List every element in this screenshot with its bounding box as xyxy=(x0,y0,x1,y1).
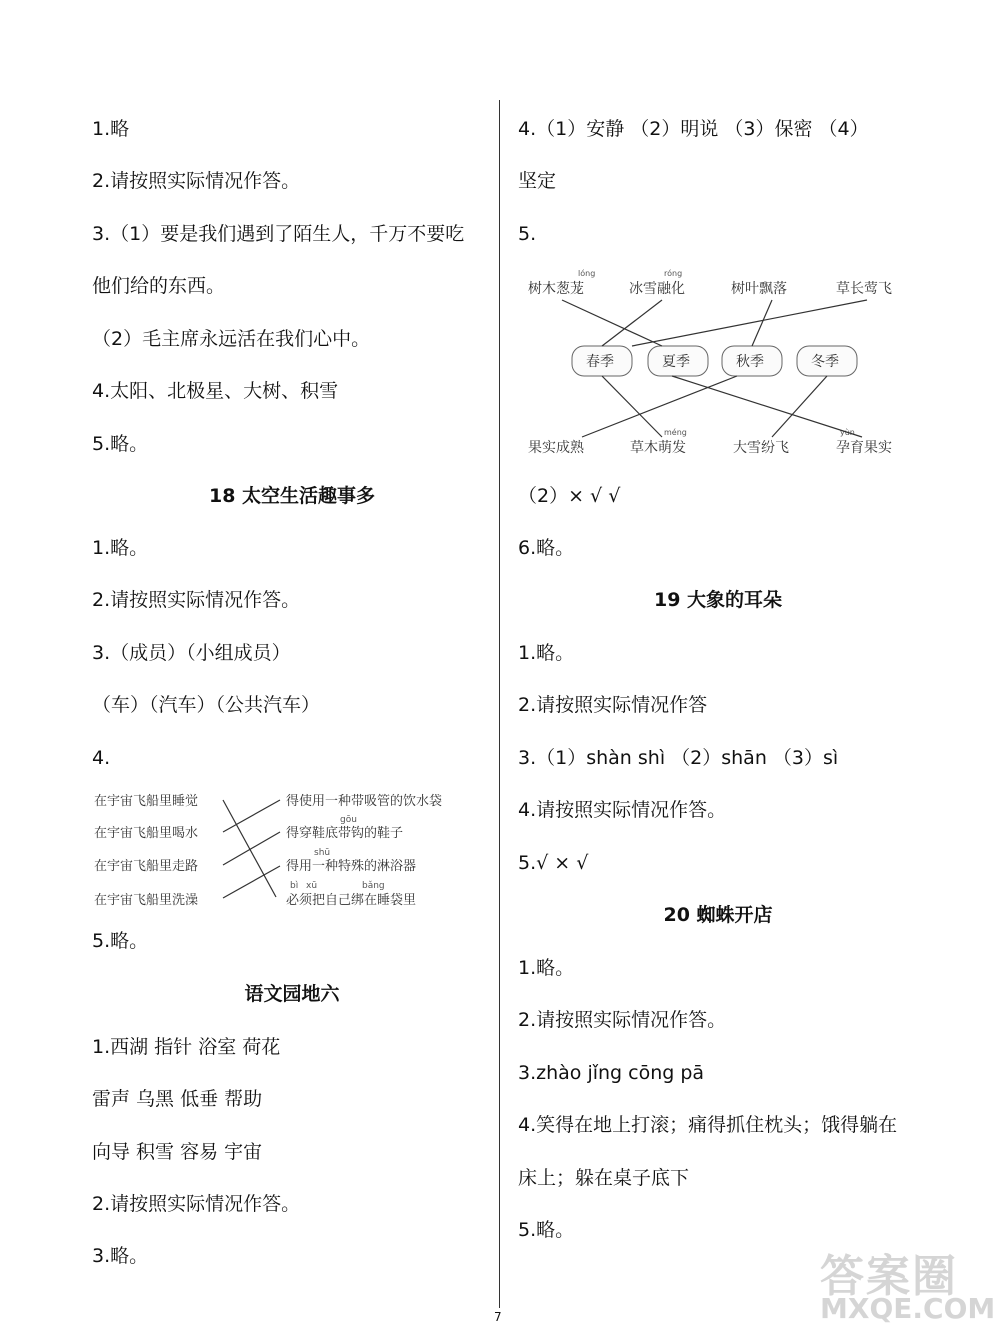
yw6-answer-1a: 1.西湖 指针 浴室 荷花 xyxy=(92,1036,281,1058)
yw6-answer-1b: 雷声 乌黑 低垂 帮助 xyxy=(92,1088,263,1110)
answer-20-2: 2.请按照实际情况作答。 xyxy=(518,1009,727,1031)
season-label-winter: 冬季 xyxy=(811,354,839,370)
answer-19-1: 1.略。 xyxy=(518,642,575,664)
season-label-autumn: 秋季 xyxy=(736,354,764,370)
answer-17-3a: 3.（1）要是我们遇到了陌生人，千万不要吃 xyxy=(92,223,465,245)
answer-17r-5b: （2）× √ √ xyxy=(518,485,621,507)
answer-20-1: 1.略。 xyxy=(518,957,575,979)
season-line-6 xyxy=(602,376,662,437)
season-bottom-4: 孕育果实 xyxy=(836,440,892,456)
match18-left-4: 在宇宙飞船里洗澡 xyxy=(94,893,199,908)
answer-19-3: 3.（1）shàn shì （2）shān （3）sì xyxy=(518,747,839,769)
match18-line-3 xyxy=(223,832,280,865)
season-top-1: 树木葱茏 xyxy=(528,281,584,297)
answer-18-4: 4. xyxy=(92,747,111,769)
yw6-answer-3: 3.略。 xyxy=(92,1245,149,1267)
match18-pinyin-bi: bì xyxy=(290,881,299,891)
lesson-18-heading: 18 太空生活趣事多 xyxy=(208,485,376,507)
lesson-19-heading: 19 大象的耳朵 xyxy=(653,589,783,611)
yw6-answer-2: 2.请按照实际情况作答。 xyxy=(92,1193,301,1215)
watermark-title: 答案圈 xyxy=(820,1251,958,1302)
match18-right-1: 得使用一种带吸管的饮水袋 xyxy=(286,794,443,809)
season-pinyin-meng: méng xyxy=(664,428,687,437)
season-line-4 xyxy=(632,300,867,346)
matching-diagram-18 xyxy=(90,780,490,915)
watermark-logo xyxy=(810,1240,996,1330)
answer-20-3: 3.zhào jǐng cōng pā xyxy=(518,1062,705,1084)
lesson-20-heading: 20 蜘蛛开店 xyxy=(663,904,773,926)
match18-line-4 xyxy=(223,866,280,898)
season-pinyin-yun: yùn xyxy=(840,428,855,437)
match18-pinyin-xu: xū xyxy=(306,881,318,891)
answer-18-5: 5.略。 xyxy=(92,930,149,952)
answer-18-3a: 3.（成员）（小组成员） xyxy=(92,642,291,664)
answer-19-4: 4.请按照实际情况作答。 xyxy=(518,799,727,821)
match18-left-3: 在宇宙飞船里走路 xyxy=(94,859,199,874)
season-top-4: 草长莺飞 xyxy=(836,281,892,297)
watermark-url: MXQE.COM xyxy=(820,1292,996,1325)
answer-17-5: 5.略。 xyxy=(92,433,149,455)
match18-right-3: 得用一种特殊的淋浴器 xyxy=(286,859,417,874)
answer-17-4: 4.太阳、北极星、大树、积雪 xyxy=(92,380,339,402)
answer-19-5: 5.√ × √ xyxy=(518,852,589,874)
answer-17-3b: 他们给的东西。 xyxy=(92,275,226,297)
answer-17r-5: 5. xyxy=(518,223,537,245)
answer-17-1: 1.略 xyxy=(92,118,130,140)
yw6-answer-1c: 向导 积雪 容易 宇宙 xyxy=(92,1141,263,1163)
match18-pinyin-gou: gōu xyxy=(340,815,357,825)
season-line-5 xyxy=(582,376,737,437)
season-label-summer: 夏季 xyxy=(662,354,690,370)
season-bottom-2: 草木萌发 xyxy=(630,440,686,456)
season-pinyin-long: lóng xyxy=(578,269,596,278)
match18-left-1: 在宇宙飞船里睡觉 xyxy=(94,794,199,809)
season-line-3 xyxy=(752,300,772,346)
season-pinyin-rong: róng xyxy=(664,269,683,278)
answer-17-3c: （2）毛主席永远活在我们心中。 xyxy=(92,328,371,350)
season-top-3: 树叶飘落 xyxy=(731,281,787,297)
season-top-2: 冰雪融化 xyxy=(629,281,685,297)
answer-17r-6: 6.略。 xyxy=(518,537,575,559)
answer-18-2: 2.请按照实际情况作答。 xyxy=(92,589,301,611)
match18-right-2: 得穿鞋底带钩的鞋子 xyxy=(286,826,404,841)
page-number: 7 xyxy=(494,1310,502,1324)
answer-19-2: 2.请按照实际情况作答 xyxy=(518,694,708,716)
season-bottom-1: 果实成熟 xyxy=(528,440,584,456)
answer-18-1: 1.略。 xyxy=(92,537,149,559)
seasons-matching-diagram xyxy=(522,262,912,462)
match18-right-4: 必须把自己绑在睡袋里 xyxy=(286,893,417,908)
yuwen-yuandi-6-heading: 语文园地六 xyxy=(244,983,340,1005)
season-line-1 xyxy=(562,300,662,346)
answer-17r-4b: 坚定 xyxy=(518,170,557,192)
season-line-7 xyxy=(772,376,827,437)
season-bottom-3: 大雪纷飞 xyxy=(733,440,789,456)
answer-17r-4a: 4.（1）安静 （2）明说 （3）保密 （4） xyxy=(518,118,869,140)
match18-pinyin-shu: shū xyxy=(314,848,331,858)
answer-20-4a: 4.笑得在地上打滚；痛得抓住枕头；饿得躺在 xyxy=(518,1114,898,1136)
answer-20-5: 5.略。 xyxy=(518,1219,575,1241)
answer-17-2: 2.请按照实际情况作答。 xyxy=(92,170,301,192)
answer-18-3b: （车）（汽车）（公共汽车） xyxy=(92,694,321,716)
season-label-spring: 春季 xyxy=(586,354,614,370)
answer-20-4b: 床上；躲在桌子底下 xyxy=(518,1167,690,1189)
season-line-8 xyxy=(672,376,862,437)
match18-pinyin-bang: bǎng xyxy=(362,881,385,891)
column-divider xyxy=(499,100,500,1308)
match18-left-2: 在宇宙飞船里喝水 xyxy=(94,826,199,841)
